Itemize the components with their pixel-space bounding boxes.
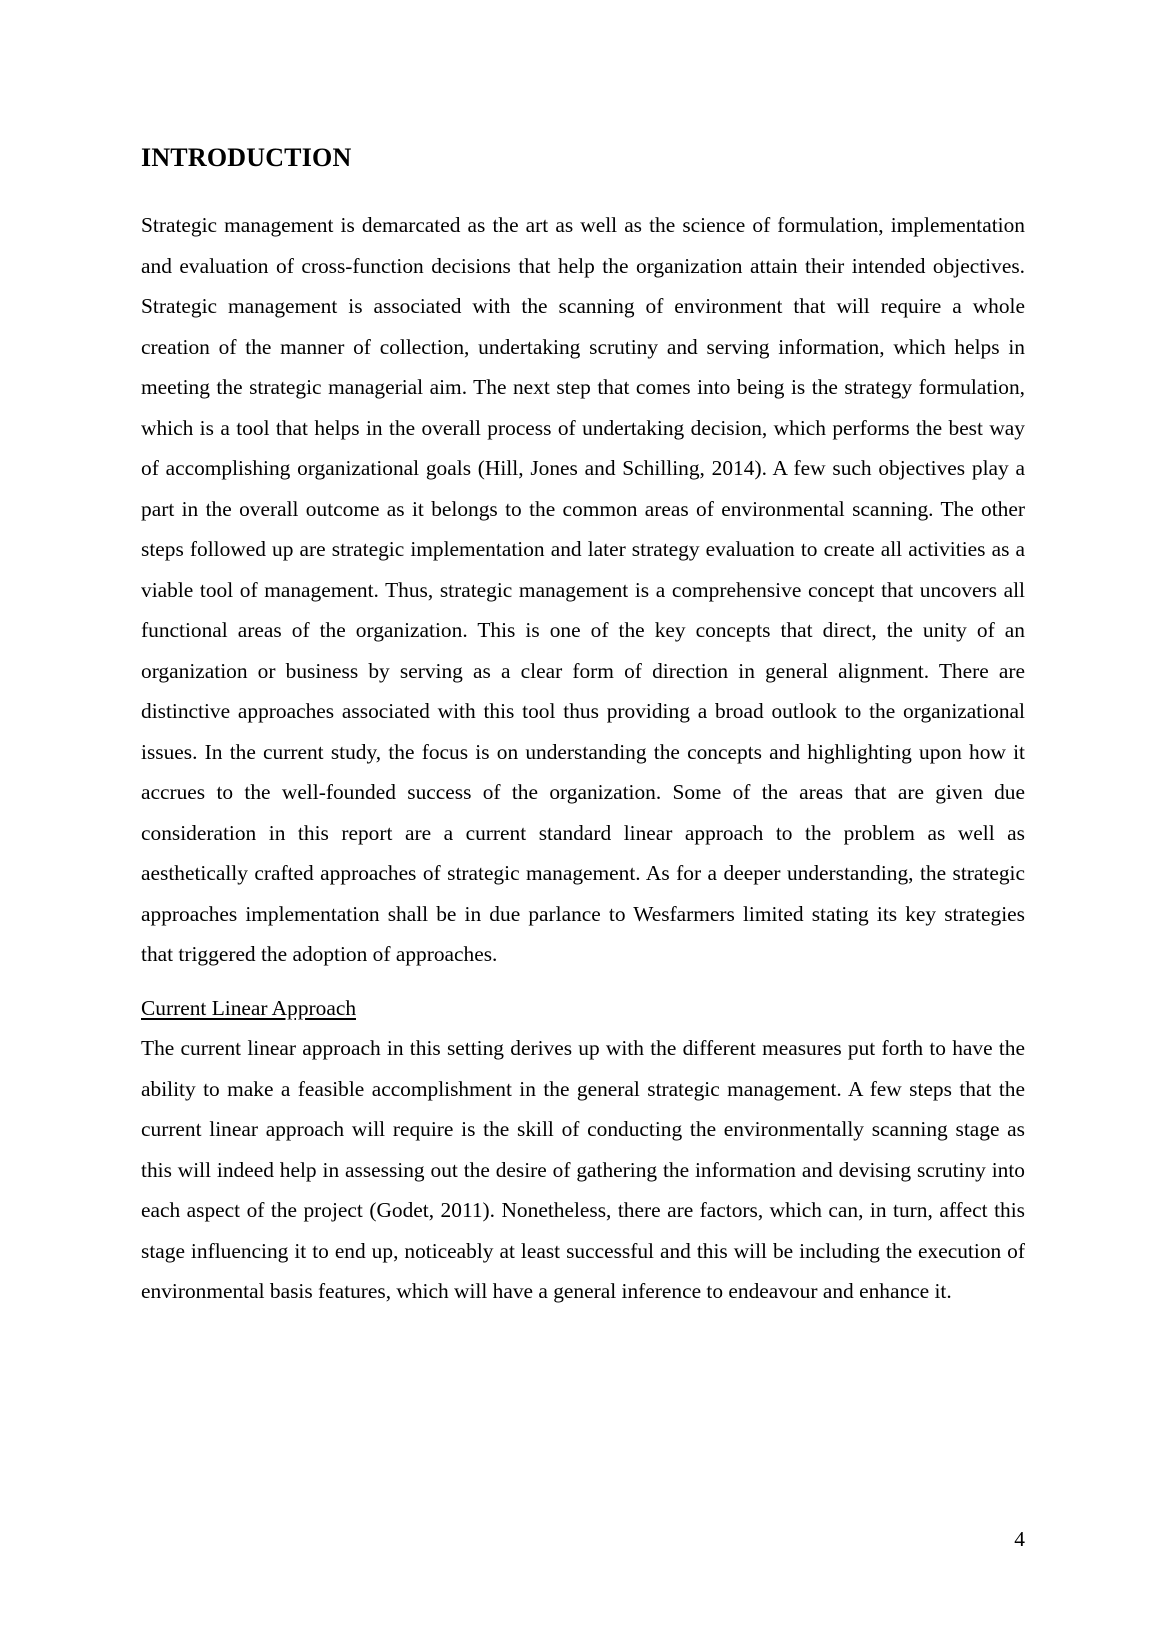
- subheading-current-linear-approach: Current Linear Approach: [141, 995, 357, 1020]
- page-content: [141, 138, 1025, 1312]
- introduction-paragraph: Strategic management is demarcated as the art as well as the science of formulation, implementation and evaluation of cross-function decisions that help the organization attain their intended objectives. Strategic management is associated with the scanning of environment that will require a whole creation of the manner of collection, undertaking scrutiny and serving information, which helps in meeting the strategic managerial aim. The next step that comes into being is the strategy formulation, which is a tool that helps in the overall process of undertaking decision, which performs the best way of accomplishing organizational goals (Hill, Jones and Schilling, 2014). A few such objectives play a part in the overall outcome as it belongs to the common areas of environmental scanning. The other steps followed up are strategic implementation and later strategy evaluation to create all activities as a viable tool of management. Thus, strategic management is a comprehensive concept that uncovers all functional areas of the organization. This is one of the key concepts that direct, the unity of an organization or business by serving as a clear form of direction in general alignment. There are distinctive approaches associated with this tool thus providing a broad outlook to the organizational issues. In the current study, the focus is on understanding the concepts and highlighting upon how it accrues to the well-founded success of the organization. Some of the areas that are given due consideration in this report are a current standard linear approach to the problem as well as aesthetically crafted approaches of strategic management. As for a deeper understanding, the strategic approaches implementation shall be in due parlance to Wesfarmers limited stating its key strategies that triggered the adoption of approaches.: [141, 213, 1025, 966]
- page-number: 4: [1014, 1527, 1025, 1551]
- linear-approach-paragraph: The current linear approach in this setting derives up with the different measures put forth to have the ability to make a feasible accomplishment in the general strategic management. A few steps that the current linear approach will require is the skill of conducting the environmentally scanning stage as this will indeed help in assessing out the desire of gathering the information and devising scrutiny into each aspect of the project (Godet, 2011). Nonetheless, there are factors, which can, in turn, affect this stage influencing it to end up, noticeably at least successful and this will be including the execution of environmental basis features, which will have a general inference to endeavour and enhance it.: [141, 1036, 1025, 1303]
- section-heading-introduction: INTRODUCTION: [141, 143, 352, 172]
